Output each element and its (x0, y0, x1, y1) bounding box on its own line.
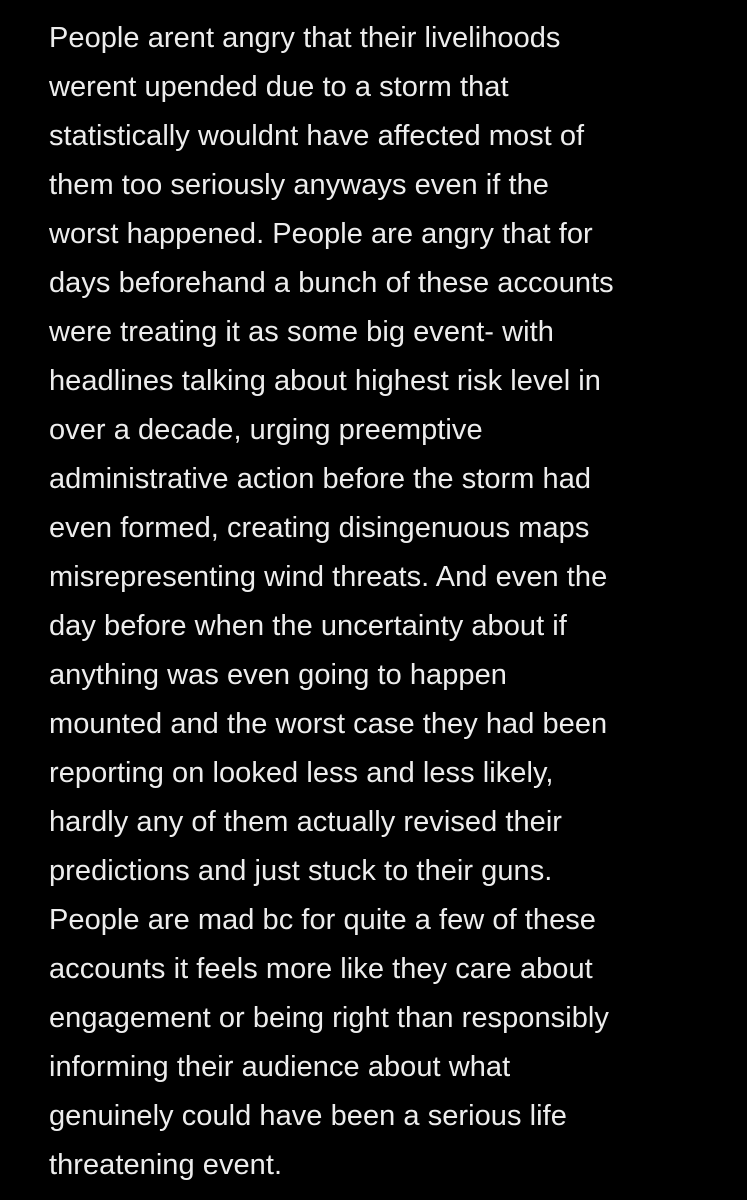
text-line-24: threatening event. (49, 1149, 283, 1181)
text-line-7: were treating it as some big event- with (49, 316, 554, 348)
text-line-18: predictions and just stuck to their guns. (49, 855, 553, 887)
text-line-15: mounted and the worst case they had been (49, 708, 608, 740)
text-line-4: them too seriously anyways even if the (49, 169, 549, 201)
text-line-6: days beforehand a bunch of these accounts (49, 267, 614, 299)
text-line-23: genuinely could have been a serious life (49, 1100, 567, 1132)
text-line-22: informing their audience about what (49, 1051, 511, 1083)
text-line-12: misrepresenting wind threats. And even the (49, 561, 608, 593)
text-line-16: reporting on looked less and less likely, (49, 757, 554, 789)
text-line-19: People are mad bc for quite a few of these (49, 904, 596, 936)
text-line-5: worst happened. People are angry that for (49, 218, 593, 250)
text-line-2: werent upended due to a storm that (49, 71, 509, 103)
text-line-10: administrative action before the storm had (49, 463, 592, 495)
text-line-3: statistically wouldnt have affected most of (49, 120, 585, 152)
text-line-1: People arent angry that their livelihoods (49, 22, 561, 54)
text-line-14: anything was even going to happen (49, 659, 507, 691)
text-line-11: even formed, creating disingenuous maps (49, 512, 590, 544)
text-line-13: day before when the uncertainty about if (49, 610, 567, 642)
text-line-8: headlines talking about highest risk level in (49, 365, 601, 397)
text-line-21: engagement or being right than responsibly (49, 1002, 609, 1034)
text-line-9: over a decade, urging preemptive (49, 414, 483, 446)
note-body-text (49, 14, 729, 1190)
text-line-17: hardly any of them actually revised their (49, 806, 563, 838)
text-line-20: accounts it feels more like they care about (49, 953, 593, 985)
